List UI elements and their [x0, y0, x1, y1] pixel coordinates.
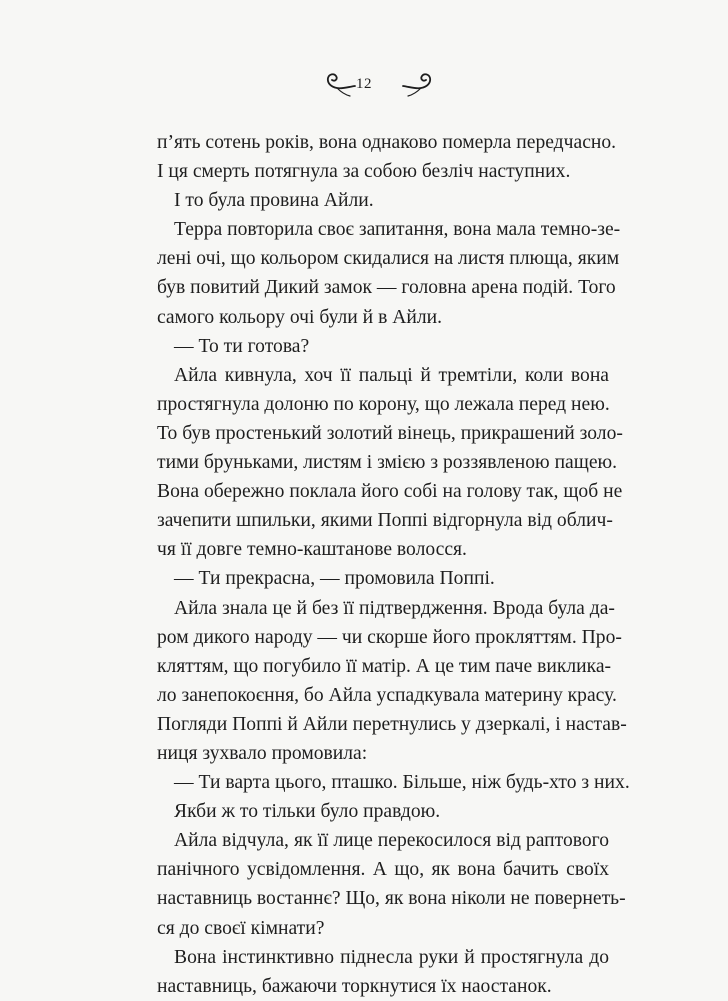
text-line: Айла відчула, як її лице перекосилося від раптового: [174, 830, 609, 852]
text-line: п’ять сотень років, вона однаково померла передчасно.: [157, 132, 617, 153]
text-line: Айла знала це й без її підтвердження. Врода була да-: [174, 597, 615, 619]
text-line: простягнула долоню по корону, що лежала перед нею.: [157, 393, 610, 415]
text-line: чя її довге темно-каштанове волосся.: [157, 539, 467, 561]
right-flourish-icon: [402, 70, 436, 100]
text-line: То був простенький золотий вінець, прикрашений золо-: [157, 422, 623, 444]
text-line: зачепити шпильки, якими Поппі відгорнула від облич-: [157, 510, 613, 532]
text-line: І то була провина Айли.: [174, 190, 374, 212]
text-line: — Ти прекрасна, — промовила Поппі.: [174, 568, 495, 590]
text-line: самого кольору очі були й в Айли.: [157, 306, 443, 328]
body-text: [157, 128, 630, 1001]
text-line: наставниць востаннє? Що, як вона ніколи не повернеть-: [157, 888, 626, 910]
text-line: І ця смерть потягнула за собою безліч наступних.: [157, 161, 571, 183]
text-line: кляттям, що погубило її матір. А це тим паче виклика-: [157, 655, 612, 677]
text-line: тими бруньками, листям і змією з роззявленою пащею.: [157, 452, 618, 474]
text-line: — Ти варта цього, пташко. Більше, ніж будь-хто з них.: [174, 772, 630, 794]
text-line: ниця зухвало промовила:: [157, 742, 368, 764]
text-line: був повитий Дикий замок — головна арена подій. Того: [157, 277, 616, 299]
text-line: ся до своєї кімнати?: [157, 917, 325, 939]
text-line: Погляди Поппі й Айли перетнулись у дзеркалі, і настав-: [157, 713, 627, 735]
text-line: Вона обережно поклала його собі на голову так, щоб не: [157, 481, 623, 503]
text-line: лені очі, що кольором скидалися на листя плюща, яким: [157, 248, 620, 270]
text-line: ло занепокоєння, бо Айла успадкувала материну красу.: [157, 684, 617, 706]
page-number: 12: [356, 76, 372, 92]
text-line: Айла кивнула, хоч її пальці й тремтіли, коли вона: [174, 364, 609, 386]
text-line: наставниць, бажаючи торкнутися їх наостанок.: [157, 975, 552, 997]
text-line: — То ти готова?: [174, 335, 310, 357]
text-line: Вона інстинктивно піднесла руки й простягнула до: [174, 946, 609, 968]
text-line: Терра повторила своє запитання, вона мала темно-зе-: [174, 219, 621, 241]
page-header: [0, 68, 728, 108]
text-line: ром дикого народу — чи скорше його прокляттям. Про-: [157, 626, 622, 648]
text-line: панічного усвідомлення. А що, як вона бачить своїх: [157, 859, 609, 881]
text-line: Якби ж то тільки було правдою.: [174, 801, 441, 823]
